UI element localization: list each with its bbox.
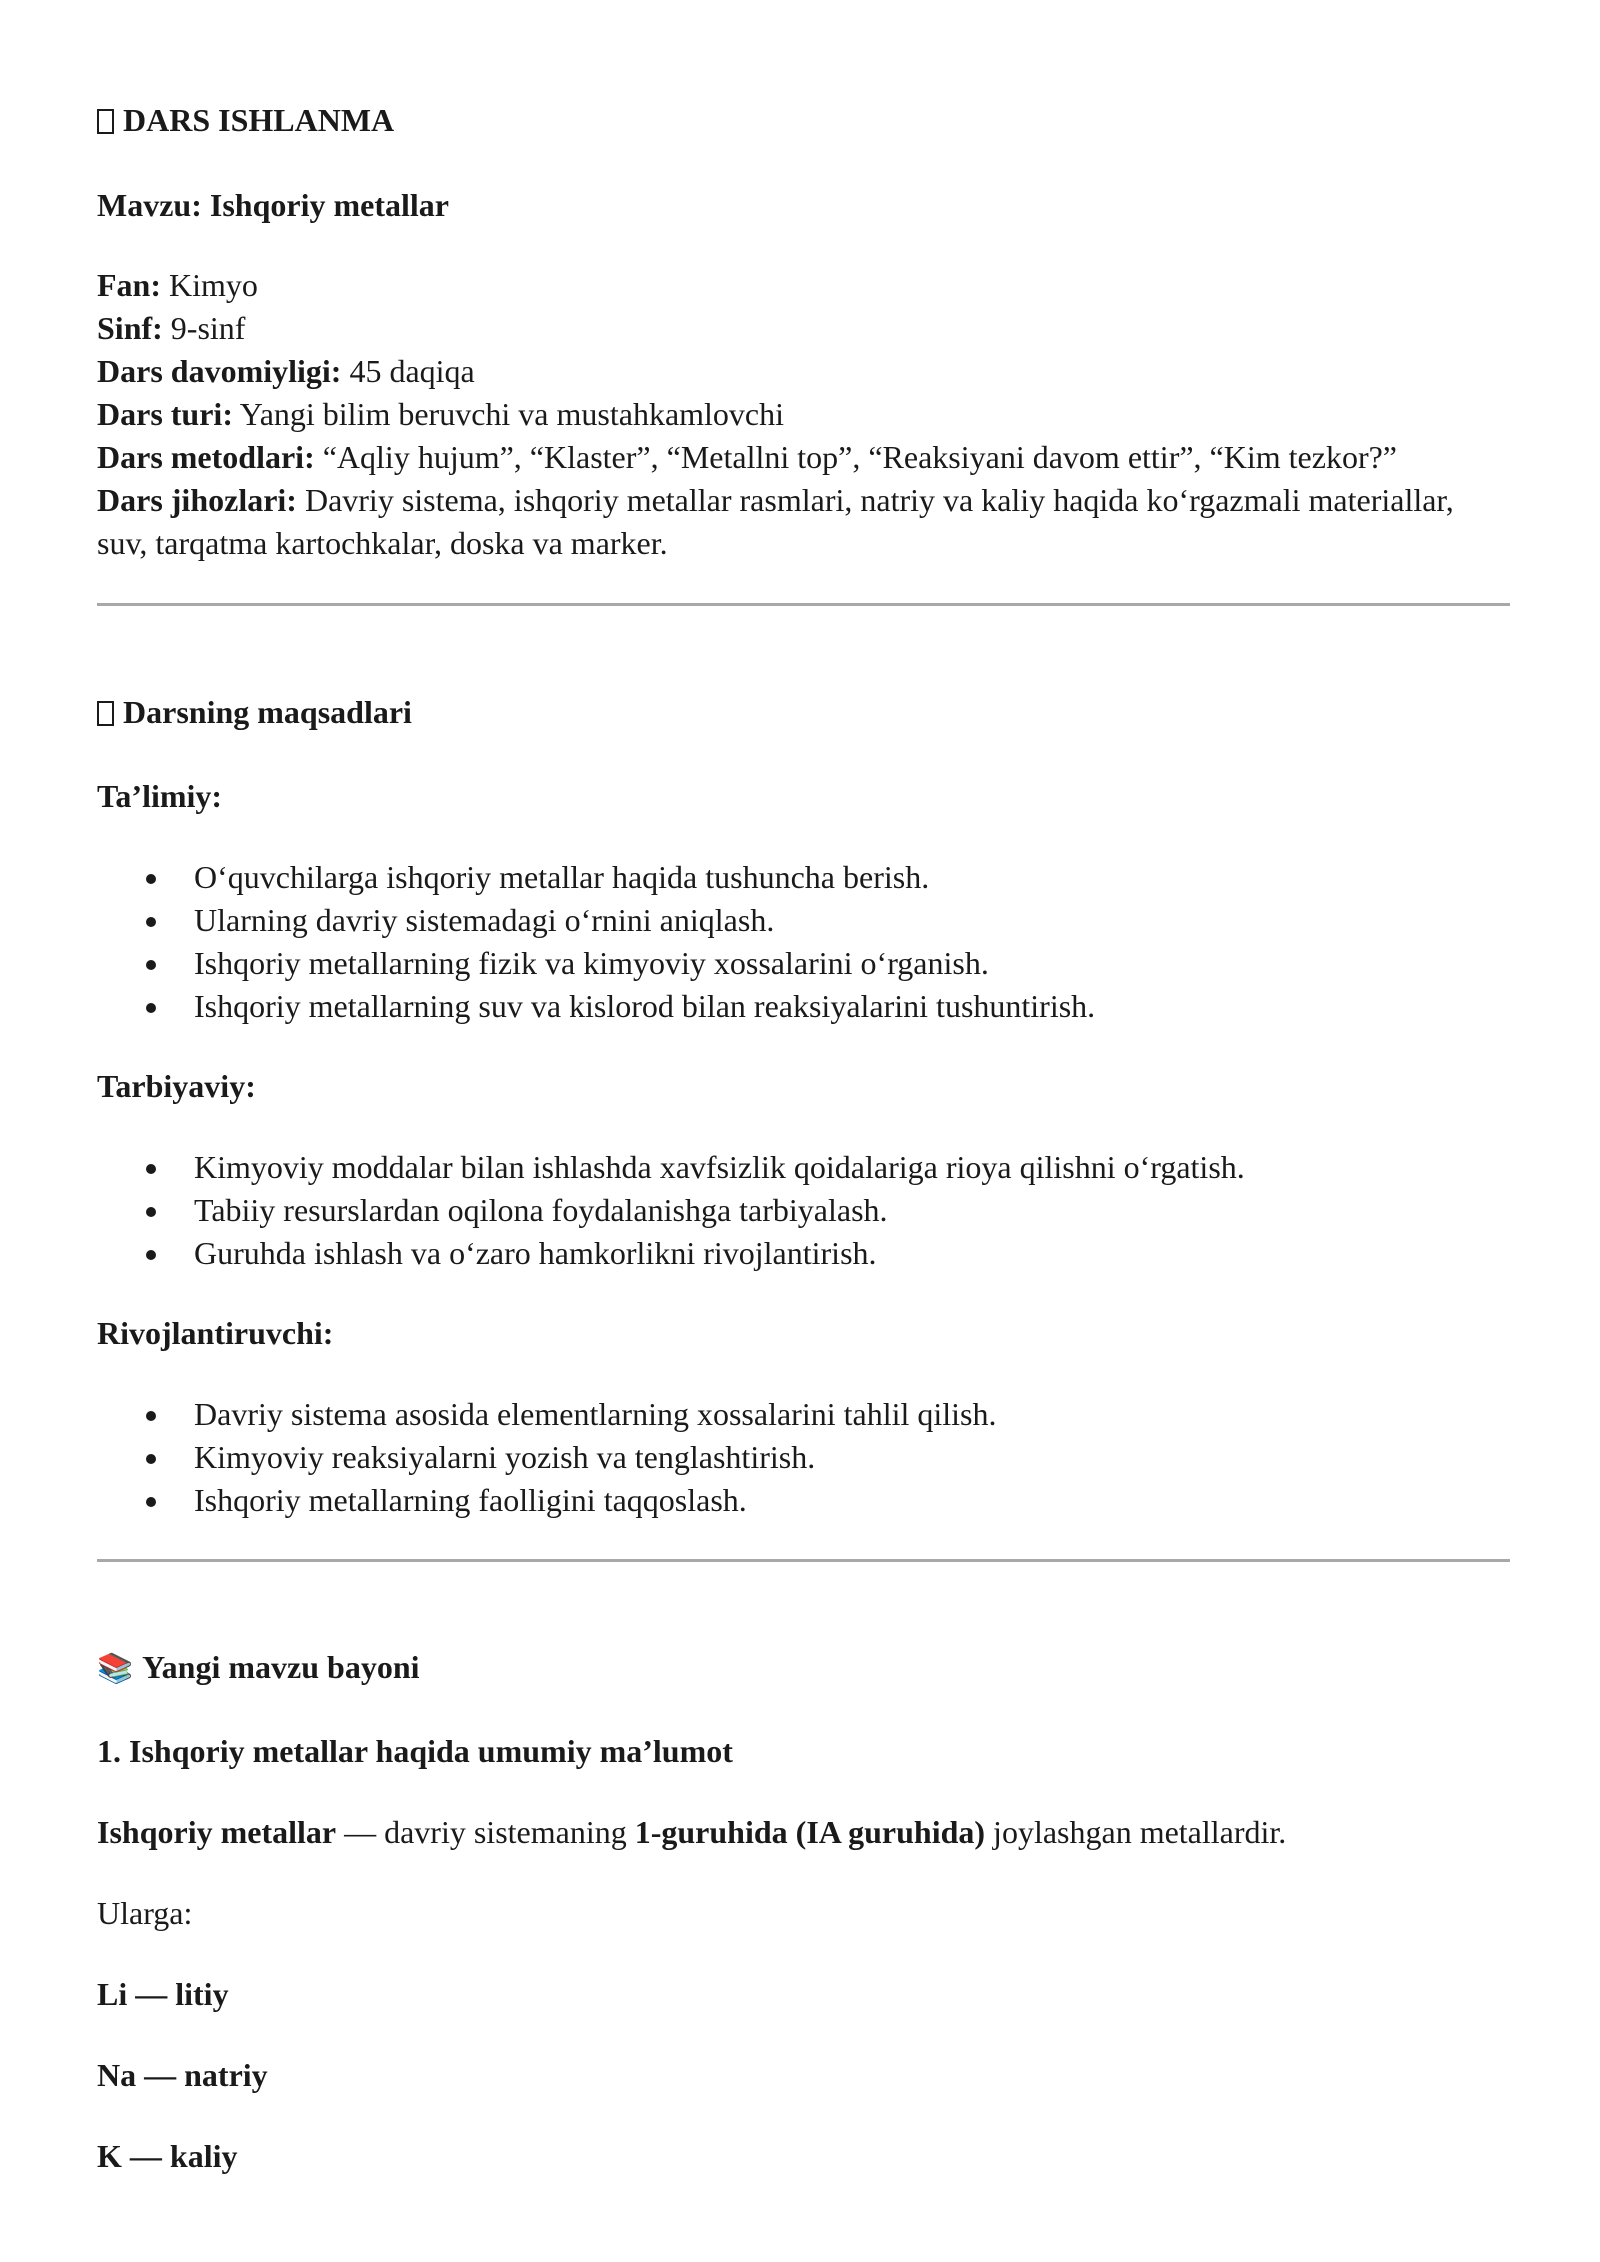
- books-icon: 📚: [97, 1651, 134, 1685]
- list-item-text: Ishqoriy metallarning suv va kislorod bilan reaksiyalarini tushuntirish.: [194, 988, 1096, 1024]
- list-item-text: Kimyoviy reaksiyalarni yozish va tenglashtirish.: [194, 1439, 816, 1475]
- document-title-text: DARS ISHLANMA: [123, 102, 395, 138]
- list-item-text: Tabiiy resurslardan oqilona foydalanishga tarbiyalash.: [194, 1192, 888, 1228]
- goals-heading: [97, 691, 1510, 734]
- equipment-value: Davriy sistema, ishqoriy metallar rasmlari, natriy va kaliy haqida koʻrgazmali materiallar,: [304, 482, 1454, 518]
- type-value: Yangi bilim beruvchi va mustahkamlovchi: [239, 396, 785, 432]
- missing-glyph-icon: [97, 701, 114, 726]
- fan-label: Fan:: [97, 267, 161, 303]
- bullet-icon: [146, 960, 156, 970]
- type-label: Dars turi:: [97, 396, 233, 432]
- list-item-text: Oʻquvchilarga ishqoriy metallar haqida tushuncha berish.: [194, 859, 930, 895]
- subsection-title: 1. Ishqoriy metallar haqida umumiy ma’lumot: [97, 1733, 733, 1769]
- sinf-value: 9-sinf: [170, 310, 246, 346]
- list-intro: Ularga:: [97, 1895, 193, 1931]
- missing-glyph-icon: [97, 109, 114, 134]
- bullet-icon: [146, 1207, 156, 1217]
- duration-value: 45 daqiqa: [349, 353, 475, 389]
- list-item-text: Ishqoriy metallarning fizik va kimyoviy xossalarini oʻrganish.: [194, 945, 989, 981]
- info-type: [97, 393, 1510, 436]
- section-divider: [97, 603, 1510, 606]
- bullet-icon: [146, 874, 156, 884]
- info-equipment-continued: [97, 522, 1510, 565]
- goals-heading-text: Darsning maqsadlari: [123, 694, 412, 730]
- equipment-label: Dars jihozlari:: [97, 482, 297, 518]
- sinf-label: Sinf:: [97, 310, 163, 346]
- document-title: [97, 99, 1510, 142]
- definition-text: — davriy sistemaning: [336, 1814, 635, 1850]
- definition-paragraph: [97, 1811, 1510, 1854]
- element-item: K — kaliy: [97, 2138, 238, 2174]
- new-topic-heading: [97, 1646, 1510, 1690]
- topic-line: [97, 184, 1510, 227]
- list-item-text: Ishqoriy metallarning faolligini taqqoslash.: [194, 1482, 747, 1518]
- info-fan: [97, 264, 1510, 307]
- topic-value: Ishqoriy metallar: [209, 187, 449, 223]
- bullet-icon: [146, 1003, 156, 1013]
- element-item: Na — natriy: [97, 2057, 268, 2093]
- info-duration: [97, 350, 1510, 393]
- section-divider: [97, 1559, 1510, 1562]
- methods-value: “Aqliy hujum”, “Klaster”, “Metallni top”, “Reaksiyani davom ettir”, “Kim tezkor?”: [322, 439, 1397, 475]
- list-item-text: Ularning davriy sistemadagi oʻrnini aniqlash.: [194, 902, 775, 938]
- info-equipment: [97, 479, 1510, 522]
- definition-term: Ishqoriy metallar: [97, 1814, 337, 1850]
- list-item-text: Guruhda ishlash va oʻzaro hamkorlikni rivojlantirish.: [194, 1235, 877, 1271]
- developmental-label: Rivojlantiruvchi:: [97, 1315, 334, 1351]
- definition-text-end: joylashgan metallardir.: [985, 1814, 1287, 1850]
- definition-group: 1-guruhida (IA guruhida): [634, 1814, 986, 1850]
- educational-label: Ta’limiy:: [97, 778, 223, 814]
- bullet-icon: [146, 1497, 156, 1507]
- equipment-value-continued: suv, tarqatma kartochkalar, doska va marker.: [97, 525, 668, 561]
- topic-label: Mavzu:: [97, 187, 202, 223]
- duration-label: Dars davomiyligi:: [97, 353, 342, 389]
- new-topic-heading-text: Yangi mavzu bayoni: [142, 1649, 420, 1685]
- methods-label: Dars metodlari:: [97, 439, 315, 475]
- bullet-icon: [146, 1454, 156, 1464]
- upbringing-label: Tarbiyaviy:: [97, 1068, 256, 1104]
- fan-value: Kimyo: [169, 267, 258, 303]
- bullet-icon: [146, 1250, 156, 1260]
- list-item-text: Kimyoviy moddalar bilan ishlashda xavfsizlik qoidalariga rioya qilishni oʻrgatish.: [194, 1149, 1245, 1185]
- bullet-icon: [146, 1164, 156, 1174]
- bullet-icon: [146, 917, 156, 927]
- info-sinf: [97, 307, 1510, 350]
- bullet-icon: [146, 1411, 156, 1421]
- info-methods: [97, 436, 1510, 479]
- element-item: Li — litiy: [97, 1976, 229, 2012]
- list-item-text: Davriy sistema asosida elementlarning xossalarini tahlil qilish.: [194, 1396, 997, 1432]
